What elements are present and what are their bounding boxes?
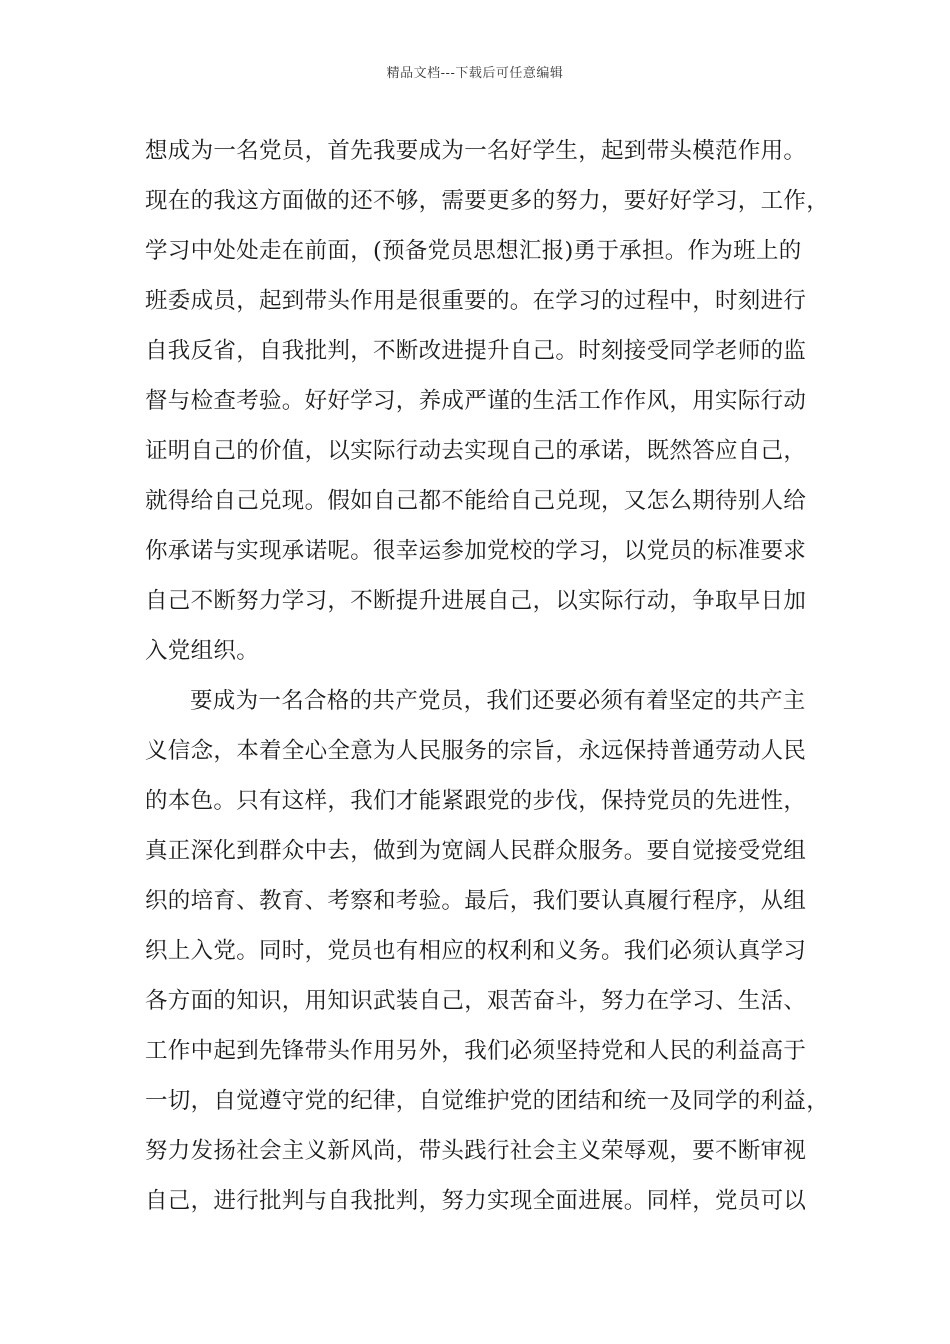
text-line: 证明自己的价值，以实际行动去实现自己的承诺，既然答应自己， xyxy=(145,438,807,464)
text-line: 你承诺与实现承诺呢。很幸运参加党校的学习，以党员的标准要求 xyxy=(145,538,807,564)
text-line: 督与检查考验。好好学习，养成严谨的生活工作作风，用实际行动 xyxy=(145,388,807,414)
text-line: 真正深化到群众中去，做到为宽阔人民群众服务。要自觉接受党组 xyxy=(145,838,807,864)
text-line: 就得给自己兑现。假如自己都不能给自己兑现，又怎么期待别人给 xyxy=(145,488,807,514)
text-line: 要成为一名合格的共产党员，我们还要必须有着坚定的共产主 xyxy=(190,688,806,714)
text-line: 各方面的知识，用知识武装自己，艰苦奋斗，努力在学习、生活、 xyxy=(145,988,807,1014)
text-line: 努力发扬社会主义新风尚，带头践行社会主义荣辱观，要不断审视 xyxy=(145,1138,807,1164)
text-line: 学习中处处走在前面，(预备党员思想汇报)勇于承担。作为班上的 xyxy=(145,238,802,264)
text-line: 的本色。只有这样，我们才能紧跟党的步伐，保持党员的先进性， xyxy=(145,788,807,814)
text-line: 织上入党。同时，党员也有相应的权利和义务。我们必须认真学习 xyxy=(145,938,807,964)
text-line: 入党组织。 xyxy=(145,638,260,664)
text-line: 自己，进行批判与自我批判，努力实现全面进展。同样，党员可以 xyxy=(145,1188,807,1214)
text-line: 现在的我这方面做的还不够，需要更多的努力，要好好学习，工作， xyxy=(145,188,830,214)
text-line: 义信念，本着全心全意为人民服务的宗旨，永远保持普通劳动人民 xyxy=(145,738,807,764)
text-line: 一切，自觉遵守党的纪律，自觉维护党的团结和统一及同学的利益， xyxy=(145,1088,830,1114)
text-line: 想成为一名党员，首先我要成为一名好学生，起到带头模范作用。 xyxy=(145,138,807,164)
paragraph-2 xyxy=(145,676,835,1226)
text-line: 自己不断努力学习，不断提升进展自己，以实际行动，争取早日加 xyxy=(145,588,807,614)
text-line: 自我反省，自我批判，不断改进提升自己。时刻接受同学老师的监 xyxy=(145,338,807,364)
page-header: 精品文档---下载后可任意编辑 xyxy=(386,66,564,81)
body-text xyxy=(145,126,835,1226)
text-line: 班委成员，起到带头作用是很重要的。在学习的过程中，时刻进行 xyxy=(145,288,807,314)
text-line: 织的培育、教育、考察和考验。最后，我们要认真履行程序，从组 xyxy=(145,888,807,914)
paragraph-1 xyxy=(145,126,835,676)
text-line: 工作中起到先锋带头作用另外，我们必须坚持党和人民的利益高于 xyxy=(145,1038,807,1064)
